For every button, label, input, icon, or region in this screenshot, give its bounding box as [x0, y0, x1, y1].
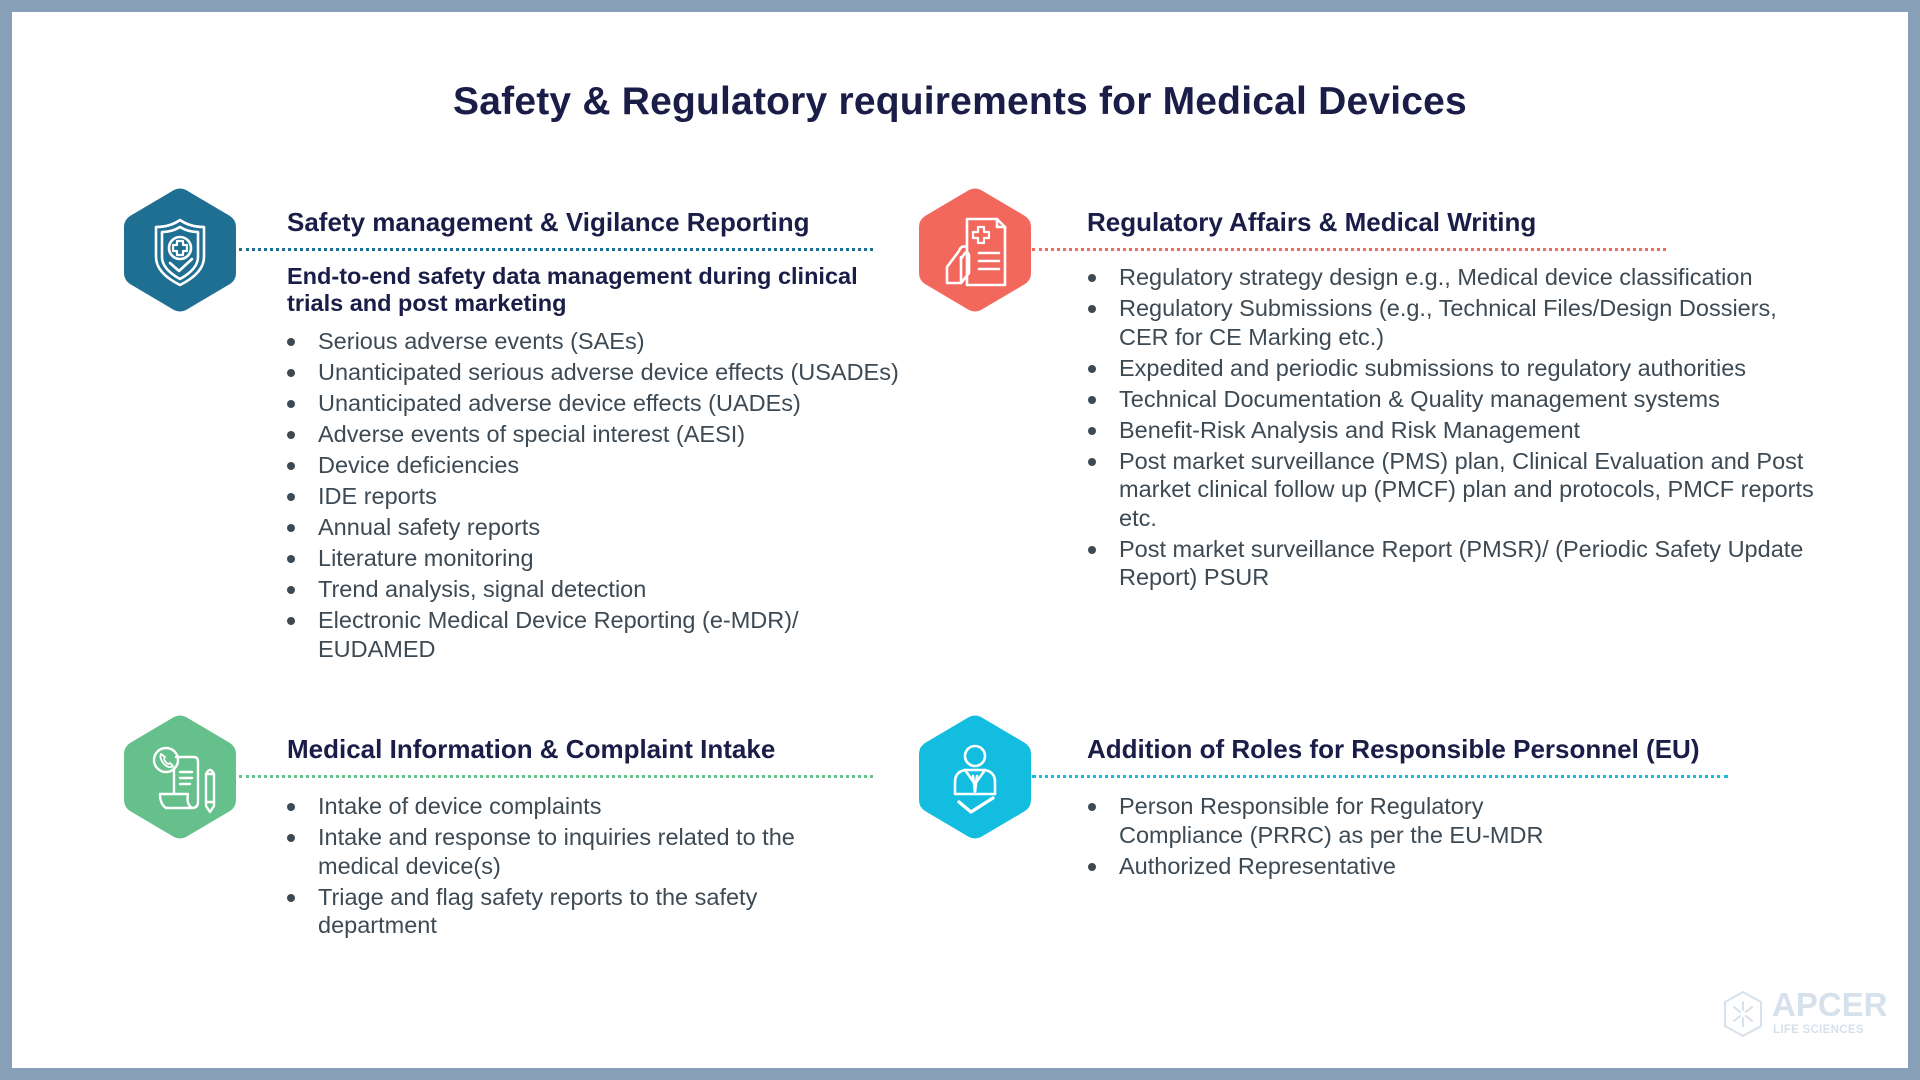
list-item: Unanticipated adverse device effects (UADEs): [287, 389, 927, 418]
logo-wordmark: APCER: [1772, 986, 1888, 1023]
safety-section-subheading: End-to-end safety data management during clinical trials and post marketing: [287, 263, 858, 316]
list-item: Expedited and periodic submissions to regulatory authorities: [1088, 354, 1828, 383]
phone-document-pencil-icon: [122, 714, 238, 840]
list-item: Triage and flag safety reports to the safety department: [287, 883, 838, 940]
list-item: Adverse events of special interest (AESI): [287, 420, 927, 449]
list-item: Regulatory strategy design e.g., Medical device classification: [1088, 263, 1828, 292]
medinfo-items-list: [287, 792, 887, 942]
safety-section-heading: Safety management & Vigilance Reporting: [287, 207, 810, 237]
logo-tagline: LIFE SCIENCES: [1773, 1024, 1864, 1036]
regulatory-section-divider: [1032, 248, 1666, 251]
list-item: Intake and response to inquiries related to the medical device(s): [287, 823, 848, 880]
safety-section-divider: [239, 248, 873, 251]
regulatory-items-list: [1088, 263, 1828, 594]
list-item: Annual safety reports: [287, 513, 927, 542]
list-item: Intake of device complaints: [287, 792, 887, 821]
list-item: Serious adverse events (SAEs): [287, 327, 927, 356]
medinfo-section-divider: [239, 775, 873, 778]
list-item: Regulatory Submissions (e.g., Technical Files/Design Dossiers, CER for CE Marking etc.): [1088, 294, 1828, 351]
shield-medical-check-icon: [122, 187, 238, 313]
list-item: Benefit-Risk Analysis and Risk Management: [1088, 416, 1828, 445]
regulatory-section-icon-badge: [917, 187, 1033, 313]
list-item: Post market surveillance Report (PMSR)/ (Periodic Safety Update Report) PSUR: [1088, 535, 1828, 592]
list-item: Technical Documentation & Quality management systems: [1088, 385, 1828, 414]
person-check-icon: [917, 714, 1033, 840]
regulatory-section-heading: Regulatory Affairs & Medical Writing: [1087, 207, 1537, 237]
hand-holding-medical-document-icon: [917, 187, 1033, 313]
medinfo-section-icon-badge: [122, 714, 238, 840]
list-item: Person Responsible for Regulatory Compliance (PRRC) as per the EU-MDR: [1088, 792, 1559, 849]
list-item: Trend analysis, signal detection: [287, 575, 927, 604]
apcer-hexagon-logo-icon: [1722, 990, 1764, 1038]
list-item: IDE reports: [287, 482, 927, 511]
list-item: Authorized Representative: [1088, 852, 1568, 881]
safety-section-icon-badge: [122, 187, 238, 313]
list-item: Post market surveillance (PMS) plan, Clinical Evaluation and Post market clinical follow up (PMCF) plan and protocols, PMCF reports etc.: [1088, 447, 1828, 533]
medinfo-section-heading: Medical Information & Complaint Intake: [287, 734, 776, 764]
safety-items-list: [287, 327, 927, 666]
apcer-logo: [1722, 988, 1892, 1043]
list-item: Device deficiencies: [287, 451, 927, 480]
list-item: Literature monitoring: [287, 544, 927, 573]
page-title: Safety & Regulatory requirements for Medical Devices: [453, 80, 1467, 123]
list-item: Unanticipated serious adverse device effects (USADEs): [287, 358, 927, 387]
roles-section-icon-badge: [917, 714, 1033, 840]
list-item: Electronic Medical Device Reporting (e-MDR)/ EUDAMED: [287, 606, 838, 663]
roles-items-list: [1088, 792, 1568, 883]
roles-section-heading: Addition of Roles for Responsible Personnel (EU): [1087, 734, 1700, 764]
roles-section-divider: [1032, 775, 1728, 778]
